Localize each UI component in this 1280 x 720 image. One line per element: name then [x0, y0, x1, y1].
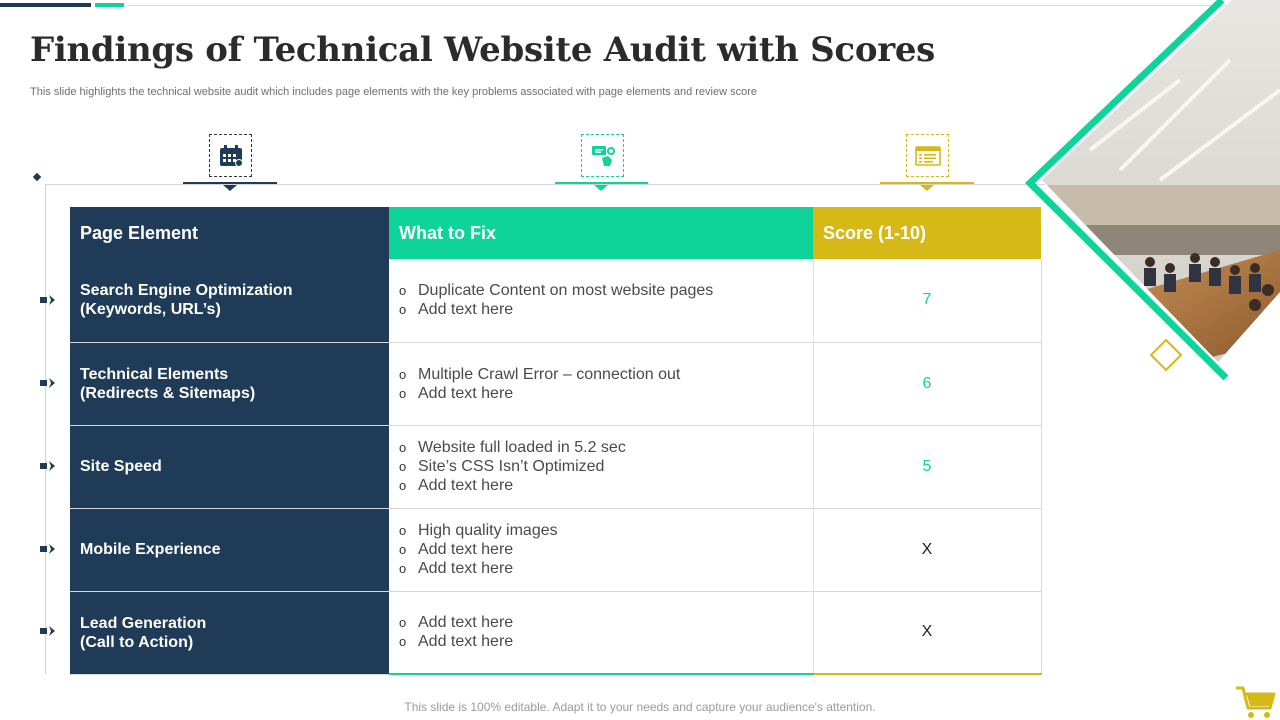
element-detail: (Call to Action) [80, 633, 194, 651]
score-cell: X [813, 591, 1041, 674]
top-accent-bar-dark [0, 3, 91, 7]
score-cell: 6 [813, 342, 1041, 425]
element-name: Mobile Experience [80, 541, 221, 558]
document-list-icon [906, 134, 949, 177]
table-row [70, 342, 1041, 425]
header-what-to-fix: What to Fix [389, 207, 813, 259]
row-arrow-icon [40, 377, 60, 389]
fix-item: o Multiple Crawl Error – connection out [399, 365, 681, 383]
header-page-element: Page Element [70, 207, 389, 259]
fix-item: o Site’s CSS Isn’t Optimized [399, 458, 605, 475]
table-row [70, 508, 1041, 591]
table-row [70, 259, 1041, 342]
row-arrow-icon [40, 625, 60, 637]
fix-item: o Add text here [399, 477, 514, 494]
settings-hand-icon [581, 134, 624, 177]
row-arrow-icon [40, 460, 60, 472]
fix-item: o Add text here [399, 560, 514, 577]
page-element-cell [70, 259, 389, 342]
element-detail: (Redirects & Sitemaps) [80, 384, 256, 402]
column-marker-pointer [920, 185, 934, 191]
fix-item: o Add text here [399, 301, 514, 319]
fix-cell [389, 508, 813, 591]
table-row [70, 591, 1041, 674]
calendar-icon [209, 134, 252, 177]
fix-cell [389, 591, 813, 674]
page-element-cell [70, 342, 389, 425]
score-cell: 5 [813, 425, 1041, 508]
timeline-vertical-line [45, 184, 46, 674]
column-marker-pointer [594, 185, 608, 191]
fix-item: o Add text here [399, 633, 514, 651]
slide-title: Findings of Technical Website Audit with Scores [30, 30, 935, 70]
top-accent-bar-green [95, 3, 124, 7]
fix-item: o Website full loaded in 5.2 sec [399, 439, 626, 456]
page-element-cell [70, 591, 389, 674]
footer-note: This slide is 100% editable. Adapt it to your needs and capture your audience's attention. [404, 700, 876, 714]
timeline-horizontal-line [45, 184, 1045, 185]
score-cell: X [813, 508, 1041, 591]
page-element-cell [70, 425, 389, 508]
row-arrow-icon [40, 294, 60, 306]
fix-cell [389, 342, 813, 425]
meeting-photo-frame [1024, 0, 1280, 400]
row-arrow-icon [40, 543, 60, 555]
fix-item: o Duplicate Content on most website pages [399, 282, 714, 300]
column-marker-pointer [223, 185, 237, 191]
element-name: Site Speed [80, 458, 162, 475]
audit-table [70, 207, 1042, 675]
table-row [70, 425, 1041, 508]
element-detail: (Keywords, URL’s) [80, 301, 221, 319]
page-element-cell [70, 508, 389, 591]
timeline-diamond-marker [33, 173, 41, 181]
fix-item: o Add text here [399, 614, 514, 632]
header-score: Score (1-10) [813, 207, 1041, 259]
slide-subtitle: This slide highlights the technical website audit which includes page elements with the key problems associated with page elements and review score [30, 86, 758, 98]
fix-item: o High quality images [399, 522, 558, 539]
fix-item: o Add text here [399, 541, 514, 558]
element-name: Search Engine Optimization [80, 282, 293, 300]
fix-item: o Add text here [399, 384, 514, 402]
fix-cell [389, 259, 813, 342]
element-name: Lead Generation [80, 614, 207, 632]
score-cell: 7 [813, 259, 1041, 342]
fix-cell [389, 425, 813, 508]
table-header-row [70, 207, 1041, 259]
shopping-cart-icon [1234, 684, 1276, 720]
element-name: Technical Elements [80, 365, 229, 383]
